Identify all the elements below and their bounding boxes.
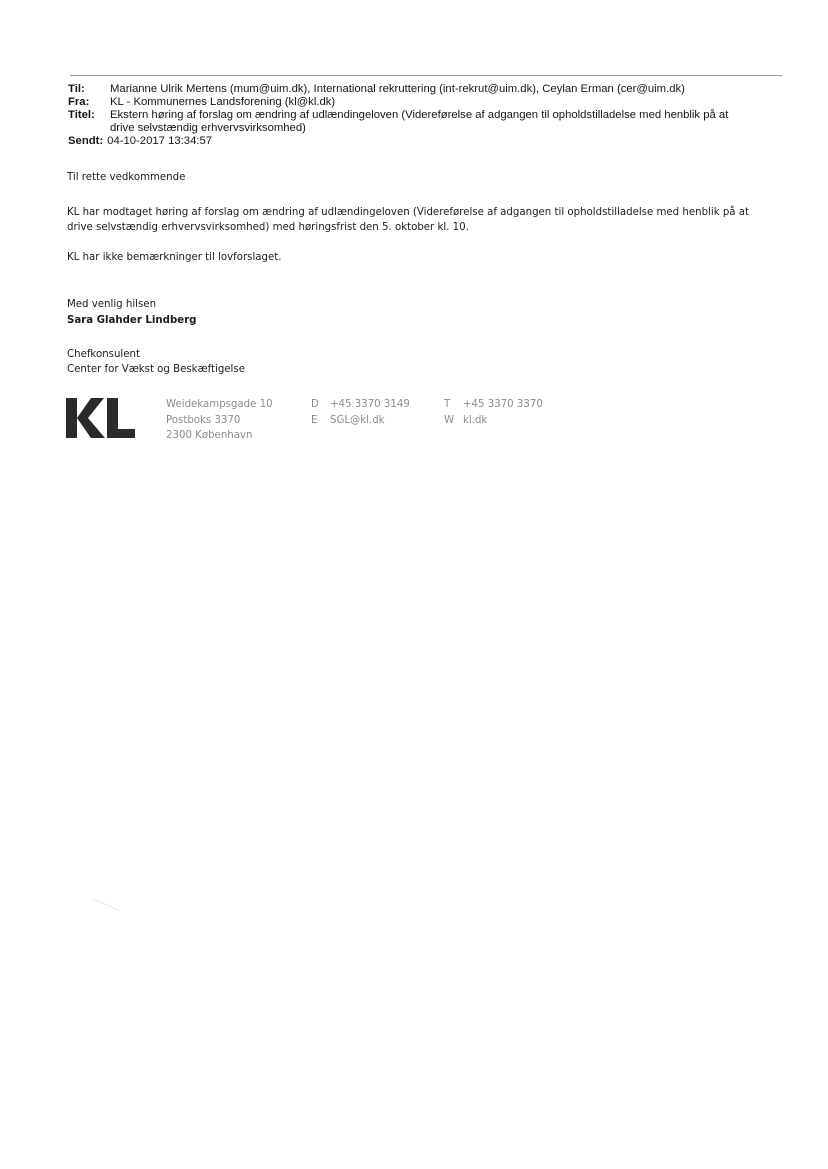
web-row	[444, 413, 543, 429]
from-value: KL - Kommunernes Landsforening (kl@kl.dk)	[110, 96, 336, 108]
to-row	[68, 83, 768, 96]
email-row	[311, 413, 410, 429]
kl-logo-icon	[66, 398, 136, 438]
web-key: W	[444, 414, 455, 426]
email-header	[68, 83, 768, 148]
footer-general-contact	[444, 397, 543, 428]
phone-key: T	[444, 399, 451, 410]
direct-phone-key: D	[311, 399, 319, 410]
address-line-1: Weidekampsgade 10	[166, 399, 273, 410]
sent-value: 04-10-2017 13:34:57	[107, 135, 213, 147]
subject-value: Ekstern høring af forslag om ændring af udlændingeloven (Videreførelse af adgangen til opholdstilladelse med henblik på at drive selvstændig erhvervsvirksomhed)	[110, 109, 729, 134]
from-row	[68, 96, 768, 109]
subject-label: Titel:	[68, 109, 95, 121]
greeting: Til rette vedkommende	[67, 172, 186, 183]
signer-name: Sara Glahder Lindberg	[67, 315, 197, 326]
to-label: Til:	[68, 83, 85, 95]
sent-label: Sendt:	[68, 135, 104, 147]
header-rule	[70, 75, 782, 76]
direct-phone-value: +45 3370 3149	[330, 399, 410, 410]
scan-artifact	[93, 898, 119, 910]
address-line-3: 2300 København	[166, 430, 253, 441]
email-value: SGL@kl.dk	[330, 414, 385, 426]
to-value: Marianne Ulrik Mertens (mum@uim.dk), International rekruttering (int-rekrut@uim.dk), Ceylan Erman (cer@uim.dk)	[110, 83, 685, 95]
subject-row	[68, 109, 768, 135]
direct-phone-row	[311, 397, 410, 413]
phone-value: +45 3370 3370	[463, 399, 543, 410]
footer-direct-contact	[311, 397, 410, 428]
phone-row	[444, 397, 543, 413]
signer-title: Chefkonsulent	[67, 349, 140, 360]
email-key: E	[311, 414, 318, 426]
address-line-2: Postboks 3370	[166, 414, 241, 426]
body-paragraph-1: KL har modtaget høring af forslag om ændring af udlændingeloven (Videreførelse af adgangen til opholdstilladelse med henblik på at drive selvstændig erhvervsvirksomhed) med høringsfrist den 5. oktober kl. 10.	[67, 207, 750, 233]
sent-row	[68, 135, 768, 148]
footer-address	[166, 397, 273, 444]
web-value: kl.dk	[463, 414, 488, 426]
closing: Med venlig hilsen	[67, 299, 157, 310]
from-label: Fra:	[68, 96, 90, 108]
body-paragraph-2: KL har ikke bemærkninger til lovforslaget.	[67, 252, 282, 263]
signer-department: Center for Vækst og Beskæftigelse	[67, 364, 245, 375]
